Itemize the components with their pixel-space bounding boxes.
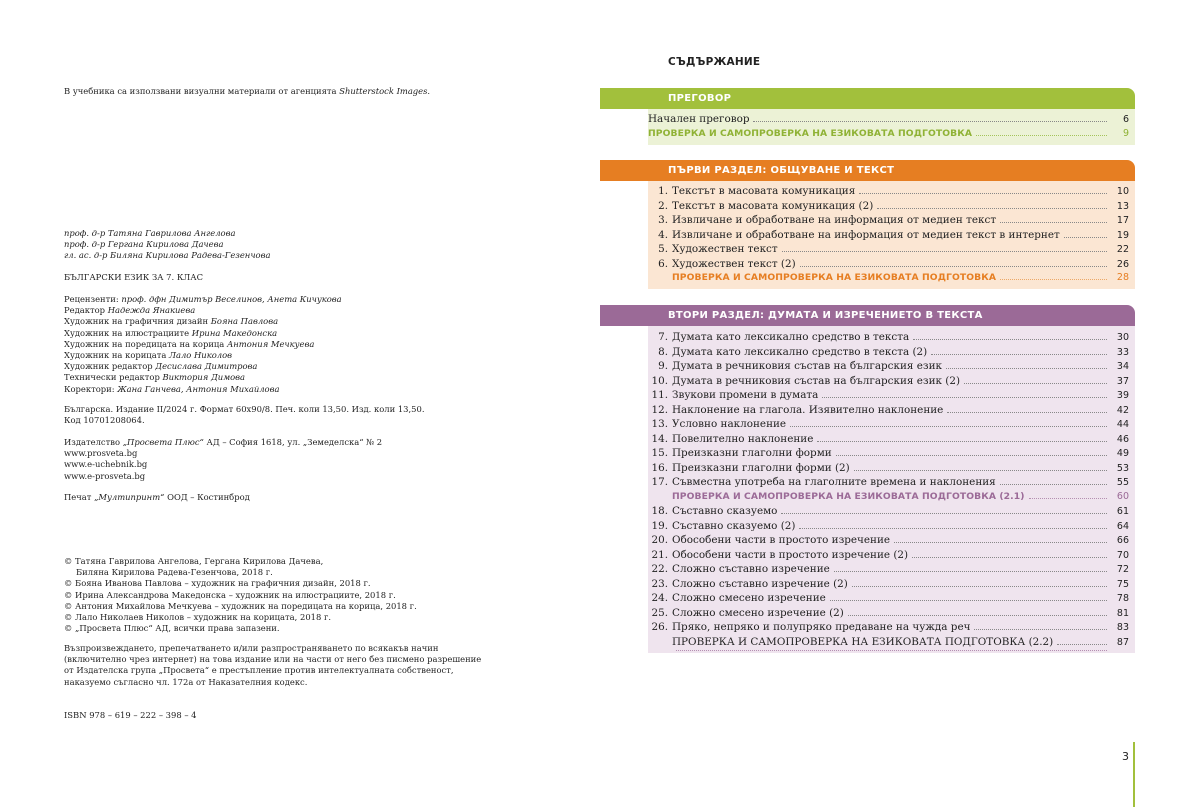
copyright-line: © Антония Михайлова Мечкуева – художник на поредицата на корица, 2018 г. (64, 600, 417, 611)
toc-entry[interactable] (648, 258, 1135, 273)
credit-label: Редактор (64, 305, 108, 316)
entry-title: Думата в речниковия състав на българския език (2) (672, 374, 961, 387)
toc-entry-check[interactable] (648, 650, 1135, 665)
dot-leader (859, 193, 1107, 194)
entry-number: 8. (658, 345, 668, 358)
visual-agency: Shutterstock Images. (339, 86, 431, 96)
entry-number: 21. (651, 548, 668, 561)
credit-names: Бояна Павлова (210, 316, 279, 327)
dot-leader (799, 528, 1107, 529)
entry-title: Думата като лексикално средство в текста (672, 331, 910, 343)
entry-page: 26 (1116, 258, 1129, 270)
visual-materials-note (64, 86, 484, 97)
dot-leader (834, 571, 1107, 572)
entry-page: 13 (1116, 200, 1129, 212)
toc-entry[interactable] (648, 549, 1135, 564)
isbn (64, 710, 484, 721)
credit-names: Жана Ганчева, Антония Михайлова (117, 383, 280, 394)
entry-page: 75 (1116, 578, 1129, 590)
entry-number: 11. (651, 389, 668, 401)
book-title-text: БЪЛГАРСКИ ЕЗИК ЗА 7. КЛАС (64, 272, 204, 282)
toc-entry[interactable] (648, 331, 1135, 346)
toc-entry[interactable] (648, 592, 1135, 607)
dot-leader (800, 266, 1107, 267)
dot-leader (974, 629, 1107, 630)
entry-page: 66 (1116, 535, 1129, 546)
visual-note-text: В учебника са използвани визуални материали от агенцията (64, 86, 337, 96)
entry-number: 3. (658, 214, 668, 226)
entry-page: 33 (1116, 346, 1129, 358)
section-entries (648, 181, 1135, 289)
toc-entry[interactable] (648, 360, 1135, 375)
toc-entry[interactable] (648, 447, 1135, 462)
entry-title: Пряко, непряко и полупряко предаване на чужда реч (672, 621, 971, 633)
credit-line (64, 384, 484, 395)
page-number: 3 (1122, 750, 1129, 763)
credit-label: Художник на поредицата на корица (64, 338, 227, 349)
entry-title: Преизказни глаголни форми (672, 447, 832, 459)
entry-number: 9. (658, 360, 668, 372)
copyright-line: © „Просвета Плюс“ АД, всички права запазени. (64, 623, 280, 634)
dot-leader (976, 135, 1107, 136)
section-entries (648, 326, 1135, 653)
toc-entry[interactable] (648, 200, 1135, 215)
credit-names: Антония Мечкуева (226, 338, 315, 349)
dot-leader (913, 339, 1107, 340)
entry-number: 12. (651, 403, 668, 416)
publisher-name: „Просвета Плюс“ (122, 437, 204, 447)
entry-title: Звукови промени в думата (672, 389, 819, 401)
credit-label: Технически редактор (64, 372, 163, 383)
dot-leader (1064, 237, 1107, 238)
print-info-line: Код 10701208064. (64, 415, 145, 426)
entry-number: 22. (651, 563, 668, 575)
entry-page: 37 (1116, 375, 1129, 387)
dot-leader (852, 586, 1107, 587)
toc-entry-check[interactable] (648, 128, 1135, 143)
dot-leader (781, 513, 1107, 514)
entry-title: Съвместна употреба на глаголните времена и наклонения (672, 476, 996, 488)
dot-leader (753, 121, 1107, 122)
credit-names: Виктория Димова (162, 372, 246, 383)
entry-page: 34 (1116, 361, 1129, 372)
entry-title: ПРОВЕРКА И САМОПРОВЕРКА НА ЕЗИКОВАТА ПОДГОТОВКА (2.2) (672, 635, 1054, 648)
entry-title: Условно наклонение (672, 418, 787, 430)
toc-entry[interactable] (648, 621, 1135, 636)
entry-title: Наклонение на глагола. Изявително наклонение (672, 403, 944, 416)
printing-suffix: ООД – Костинброд (164, 492, 250, 502)
printing-prefix: Печат (64, 492, 95, 502)
entry-title: Обособени части в простото изречение (2) (672, 548, 909, 561)
credit-names: Надежда Янакиева (107, 305, 196, 316)
entry-title: Повелително наклонение (672, 432, 814, 445)
toc-entry[interactable] (648, 214, 1135, 229)
entry-number: 23. (651, 577, 668, 590)
entry-title: Съставно сказуемо (2) (672, 519, 796, 532)
toc-entry[interactable] (648, 607, 1135, 622)
toc-entry[interactable] (648, 476, 1135, 491)
entry-number: 16. (651, 461, 668, 474)
entry-page: 55 (1116, 477, 1129, 488)
entry-title: ПРОВЕРКА И САМОПРОВЕРКА НА ЕЗИКОВАТА ПОДГОТОВКА (2.1) (672, 490, 1025, 502)
entry-page: 81 (1116, 607, 1129, 619)
copyright-line: © Ирина Александрова Македонска – художник на илюстрациите, 2018 г. (64, 589, 396, 600)
entry-page: 64 (1116, 520, 1129, 532)
credit-names: Лало Николов (168, 350, 232, 361)
entry-number: 4. (658, 228, 668, 241)
page-edge-line (1133, 742, 1135, 807)
entry-number: 25. (651, 606, 668, 619)
credits-list (64, 294, 484, 395)
publisher-info (64, 437, 484, 482)
dot-leader (1000, 484, 1107, 485)
entry-page: 6 (1122, 114, 1129, 125)
toc-entry[interactable] (648, 389, 1135, 404)
entry-title: ПРОВЕРКА И САМОПРОВЕРКА НА ЕЗИКОВАТА ПОДГОТОВКА (672, 272, 997, 283)
dot-leader (1000, 279, 1107, 280)
toc-entry[interactable] (648, 433, 1135, 448)
credit-names: Ирина Македонска (191, 327, 278, 338)
toc-entry-check[interactable] (648, 272, 1135, 287)
entry-number: 19. (651, 519, 668, 532)
printing-info (64, 492, 484, 503)
copyright-line: © Татяна Гаврилова Ангелова, Гергана Кирилова Дачева, (64, 556, 324, 566)
section-heading: ПЪРВИ РАЗДЕЛ: ОБЩУВАНЕ И ТЕКСТ (600, 160, 1135, 181)
authors-list (64, 228, 484, 262)
toc-entry[interactable] (648, 520, 1135, 535)
publisher-address: АД – София 1618, ул. „Земеделска“ № 2 (203, 437, 383, 447)
credit-line (64, 328, 484, 339)
dot-leader (830, 600, 1107, 601)
entry-title: Обособени части в простото изречение (672, 534, 891, 546)
entry-title: Сложно смесено изречение (2) (672, 606, 844, 619)
website-link[interactable]: www.e-prosveta.bg (64, 470, 146, 481)
entry-page: 49 (1116, 448, 1129, 459)
credit-label: Художник на корицата (64, 350, 169, 361)
dot-leader (1057, 644, 1107, 645)
entry-title: Начален преговор (648, 113, 750, 125)
entry-title: Извличане и обработване на информация от медиен текст (672, 214, 997, 226)
entry-title: Текстът в масовата комуникация (672, 185, 856, 197)
entry-page: 9 (1122, 127, 1129, 139)
credit-label: Художник на илюстрациите (64, 327, 192, 338)
credit-names: проф. дфн Димитър Веселинов, Анета Кичукова (121, 294, 342, 304)
dot-leader (964, 383, 1107, 384)
credit-line (64, 294, 484, 305)
isbn-text: ISBN 978 – 619 – 222 – 398 – 4 (64, 710, 197, 720)
entry-title: Съставно сказуемо (672, 505, 778, 517)
entry-number: 1. (658, 185, 668, 197)
dot-leader (676, 650, 1107, 651)
toc-entry[interactable] (648, 563, 1135, 578)
section-heading: ПРЕГОВОР (600, 88, 1135, 109)
entry-title: Сложно съставно изречение (672, 563, 830, 575)
toc-entry[interactable] (648, 185, 1135, 200)
entry-number: 18. (651, 505, 668, 517)
dot-leader (848, 615, 1107, 616)
entry-page: 28 (1116, 272, 1129, 283)
dot-leader (817, 441, 1107, 442)
dot-leader (790, 426, 1107, 427)
toc-entry[interactable] (648, 636, 1135, 651)
author: проф. д-р Гергана Кирилова Дачева (64, 239, 224, 250)
toc-section-first (600, 160, 1135, 289)
entry-number: 14. (651, 432, 668, 445)
credit-label: Рецензенти: (64, 294, 122, 304)
entry-page: 46 (1116, 433, 1129, 445)
entry-page: 39 (1116, 390, 1129, 401)
dot-leader (947, 412, 1107, 413)
entry-number: 24. (651, 592, 668, 604)
author: гл. ас. д-р Биляна Кирилова Радева-Гезенчова (64, 250, 271, 261)
entry-page: 44 (1116, 419, 1129, 430)
copyright-line: © Бояна Иванова Павлова – художник на графичния дизайн, 2018 г. (64, 578, 371, 589)
legal-line: (включително чрез интернет) на това издание или на части от него без писмено разрешение (64, 654, 482, 665)
entry-page: 70 (1116, 549, 1129, 561)
entry-number: 20. (651, 534, 668, 546)
entry-page: 87 (1116, 636, 1129, 648)
toc-entry[interactable] (648, 229, 1135, 244)
entry-number: 6. (658, 257, 668, 270)
entry-page: 30 (1116, 332, 1129, 343)
credit-label: Художник редактор (64, 361, 156, 372)
credit-label: Художник на графичния дизайн (64, 316, 211, 327)
credit-line (64, 339, 484, 350)
entry-page: 78 (1116, 593, 1129, 604)
credit-line (64, 316, 484, 327)
entry-title: Преизказни глаголни форми (2) (672, 461, 850, 474)
entry-page: 19 (1116, 229, 1129, 241)
toc-section-second (600, 305, 1135, 653)
toc-entry[interactable] (648, 346, 1135, 361)
credit-line (64, 372, 484, 383)
entry-number: 2. (658, 199, 668, 212)
section-entries (648, 109, 1135, 145)
entry-number: 15. (651, 447, 668, 459)
legal-line: от Издателска група „Просвета“ е престъпление против интелектуалната собственост, (64, 665, 454, 676)
toc-entry[interactable] (648, 375, 1135, 390)
dot-leader (854, 470, 1107, 471)
toc-section-review (600, 88, 1135, 145)
dot-leader (782, 251, 1107, 252)
entry-number: 26. (651, 621, 668, 633)
entry-page: 10 (1116, 186, 1129, 197)
entry-number: 17. (651, 476, 668, 488)
entry-page: 60 (1116, 490, 1129, 502)
website-link[interactable]: www.e-uchebnik.bg (64, 459, 148, 470)
dot-leader (946, 368, 1107, 369)
toc-entry[interactable] (648, 243, 1135, 258)
toc-entry[interactable] (648, 534, 1135, 549)
dot-leader (931, 354, 1107, 355)
entry-number: 10. (651, 374, 668, 387)
toc-entry[interactable] (648, 505, 1135, 520)
entry-page: 42 (1116, 404, 1129, 416)
toc-entry[interactable] (648, 462, 1135, 477)
copyright-line: © Лало Николаев Николов – художник на корицата, 2018 г. (64, 612, 332, 623)
publisher-line (64, 437, 484, 448)
toc-entry[interactable] (648, 418, 1135, 433)
dot-leader (912, 557, 1107, 558)
toc-entry-check[interactable] (648, 491, 1135, 506)
entry-number: 5. (658, 243, 668, 255)
entry-title: Думата като лексикално средство в текста (2) (672, 345, 928, 358)
dot-leader (836, 455, 1107, 456)
author: проф. д-р Татяна Гаврилова Ангелова (64, 228, 236, 238)
printing-name: „Мултипринт“ (94, 492, 165, 502)
legal-line: наказуемо съгласно чл. 172а от Наказателния кодекс. (64, 676, 308, 687)
dot-leader (1000, 222, 1107, 223)
toc-entry[interactable] (648, 404, 1135, 419)
dot-leader (1029, 498, 1107, 499)
toc-entry[interactable] (648, 113, 1135, 128)
print-info-line: Българска. Издание II/2024 г. Формат 60x90/8. Печ. коли 13,50. Изд. коли 13,50. (64, 404, 425, 414)
legal-line: Възпроизвеждането, препечатването и/или разпространяването по всякакъв начин (64, 643, 439, 653)
entry-title: Сложно смесено изречение (672, 592, 826, 604)
entry-page: 22 (1116, 244, 1129, 255)
entry-page: 53 (1116, 462, 1129, 474)
entry-number: 7. (658, 331, 668, 343)
dot-leader (877, 208, 1107, 209)
entry-page: 72 (1116, 564, 1129, 575)
dot-leader (894, 542, 1107, 543)
section-heading: ВТОРИ РАЗДЕЛ: ДУМАТА И ИЗРЕЧЕНИЕТО В ТЕКСТА (600, 305, 1135, 326)
credit-line (64, 361, 484, 372)
publisher-prefix: Издателство (64, 437, 123, 447)
website-link[interactable]: www.prosveta.bg (64, 448, 138, 459)
entry-title: Текстът в масовата комуникация (2) (672, 199, 874, 212)
credit-names: Десислава Димитрова (155, 361, 258, 372)
entry-title: ПРОВЕРКА И САМОПРОВЕРКА НА ЕЗИКОВАТА ПОДГОТОВКА (648, 127, 973, 139)
entry-title: Сложно съставно изречение (2) (672, 577, 848, 590)
book-title (64, 272, 484, 283)
entry-title: Художествен текст (672, 243, 778, 255)
entry-page: 17 (1116, 215, 1129, 226)
entry-title: Извличане и обработване на информация от медиен текст в интернет (672, 228, 1060, 241)
copyright-list (64, 556, 484, 634)
legal-notice (64, 643, 484, 688)
entry-title: Художествен текст (2) (672, 257, 796, 270)
entry-number: 13. (651, 418, 668, 430)
toc-entry[interactable] (648, 578, 1135, 593)
entry-page: 61 (1116, 506, 1129, 517)
print-info (64, 404, 484, 426)
credit-label: Коректори: (64, 383, 118, 394)
dot-leader (822, 397, 1107, 398)
copyright-line: Биляна Кирилова Радева-Гезенчова, 2018 г. (76, 567, 273, 578)
entry-page: 83 (1116, 622, 1129, 633)
entry-title: Думата в речниковия състав на българския език (672, 360, 942, 372)
toc-title: СЪДЪРЖАНИЕ (668, 56, 761, 68)
credit-line (64, 305, 484, 316)
credit-line (64, 350, 484, 361)
